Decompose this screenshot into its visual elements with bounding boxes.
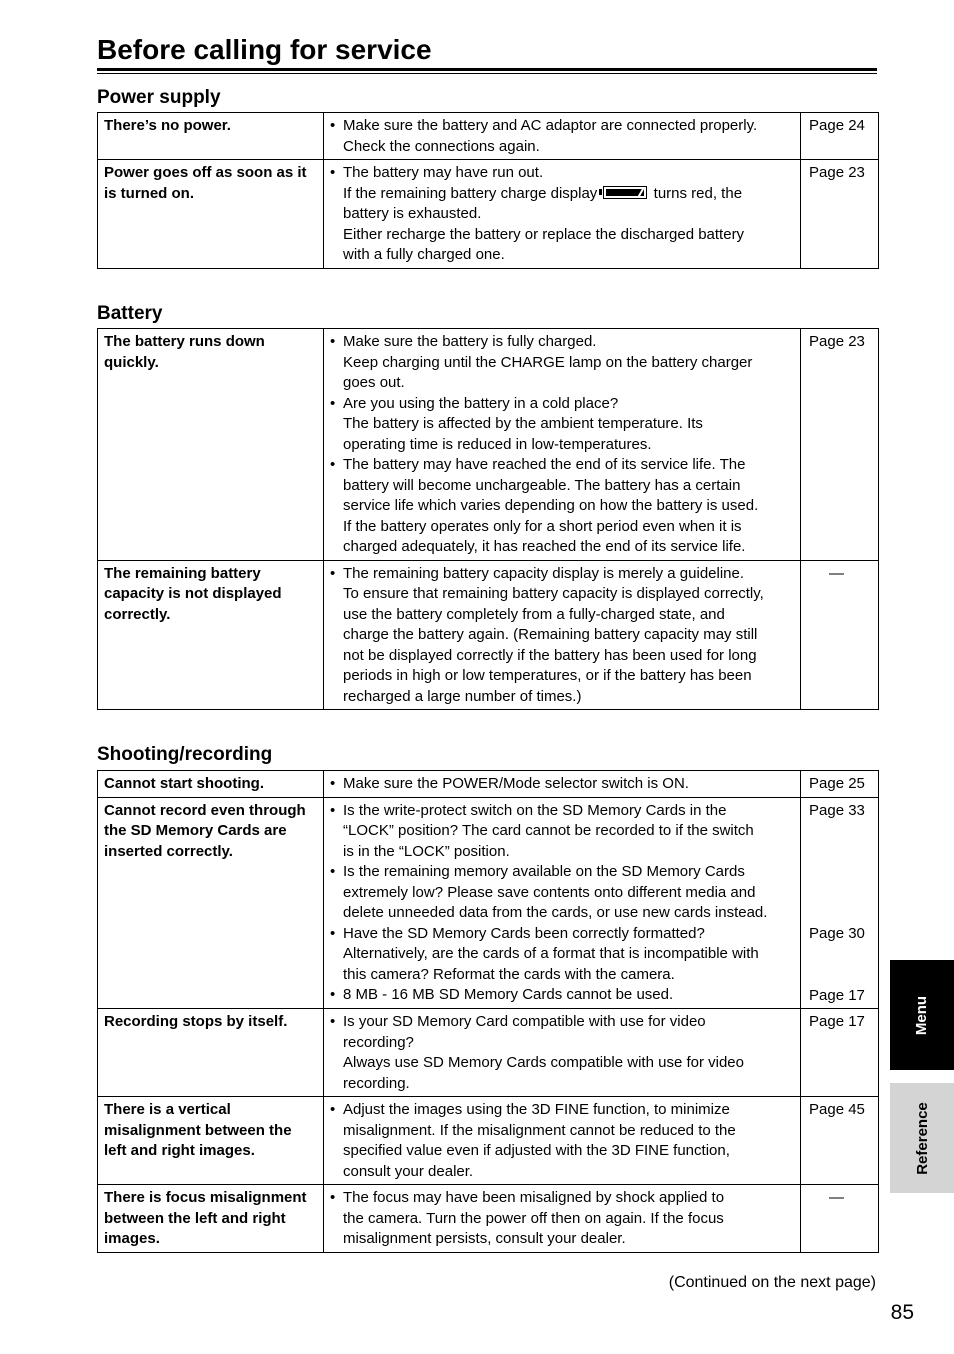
remedy-line: Is your SD Memory Card compatible with use for video — [343, 1013, 706, 1030]
remedy-item — [330, 985, 794, 1006]
shooting-recording-table — [97, 770, 879, 1253]
remedy-line: Make sure the POWER/Mode selector switch is ON. — [343, 775, 689, 792]
page-reference: Page 25 — [809, 775, 865, 792]
bullet-mark: • — [330, 117, 336, 134]
remedy-line: goes out. — [343, 374, 405, 391]
remedy-item — [330, 774, 794, 795]
table-row — [98, 1185, 879, 1253]
remedy-text: turns red, the — [653, 184, 743, 202]
remedy-cell — [324, 160, 801, 269]
remedy-line: The battery is affected by the ambient temperature. Its — [343, 415, 703, 432]
remedy-line: recharged a large number of times.) — [343, 687, 582, 705]
side-tab-reference-label: Reference — [913, 1101, 931, 1175]
remedy-item — [330, 1188, 794, 1250]
remedy-line: The battery may have reached the end of its service life. The — [343, 456, 746, 473]
remedy-line: this camera? Reformat the cards with the camera. — [343, 965, 675, 983]
page-reference: Page 23 — [809, 164, 865, 181]
symptom-cell: The battery runs down quickly. — [98, 329, 324, 561]
remedy-line: The remaining battery capacity display is merely a guideline. — [343, 564, 745, 582]
remedy-item — [330, 1100, 794, 1182]
page-reference: Page 33 — [809, 802, 865, 819]
bullet-mark: • — [330, 456, 336, 473]
page-ref-cell — [801, 1097, 879, 1185]
page-ref-cell — [801, 1185, 879, 1253]
page-reference: — — [829, 564, 844, 582]
table-row — [98, 1097, 879, 1185]
remedy-line: Is the write-protect switch on the SD Memory Cards in the — [343, 801, 727, 819]
title-rule — [97, 68, 877, 71]
page-reference: Page 23 — [809, 333, 865, 350]
page-reference: Page 24 — [809, 117, 865, 134]
symptom-cell: There’s no power. — [98, 113, 324, 160]
remedy-line: Are you using the battery in a cold place? — [343, 394, 619, 412]
table-row — [98, 560, 879, 710]
bullet-mark: • — [330, 801, 336, 819]
remedy-line: Always use SD Memory Cards compatible with use for video — [343, 1054, 744, 1071]
remedy-cell — [324, 1009, 801, 1097]
remedy-cell — [324, 329, 801, 561]
remedy-line: To ensure that remaining battery capacity is displayed correctly, — [343, 585, 764, 602]
bullet-mark: • — [330, 564, 336, 582]
remedy-line: Make sure the battery and AC adaptor are connected properly. — [343, 117, 758, 134]
bullet-mark: • — [330, 1013, 336, 1030]
bullet-mark: • — [330, 775, 336, 792]
symptom-cell: The remaining battery capacity is not displayed correctly. — [98, 560, 324, 710]
bullet-mark: • — [330, 394, 336, 412]
bullet-mark: • — [330, 1189, 336, 1206]
remedy-line: is in the “LOCK” position. — [343, 842, 510, 860]
remedy-line: delete unneeded data from the cards, or use new cards instead. — [343, 904, 768, 921]
page-ref-cell — [801, 1009, 879, 1097]
remedy-line: The battery may have run out. — [343, 164, 544, 181]
remedy-line: Alternatively, are the cards of a format that is incompatible with — [343, 945, 759, 962]
side-tab-reference[interactable] — [890, 1083, 954, 1193]
remedy-line: extremely low? Please save contents onto different media and — [343, 883, 756, 901]
remedy-line: Either recharge the battery or replace the discharged battery — [343, 225, 745, 243]
remedy-line: If the battery operates only for a short period even when it is — [343, 517, 742, 535]
remedy-item — [330, 924, 794, 986]
bullet-mark: • — [330, 986, 336, 1003]
remedy-line: Keep charging until the CHARGE lamp on the battery charger — [343, 353, 753, 371]
power-supply-table — [97, 112, 879, 269]
remedy-line: operating time is reduced in low-temperatures. — [343, 435, 652, 453]
battery-table — [97, 328, 879, 710]
remedy-cell — [324, 1185, 801, 1253]
remedy-item — [330, 1012, 794, 1094]
remedy-text: If the remaining battery charge display — [343, 184, 598, 202]
remedy-item — [330, 163, 794, 266]
section-heading-battery: Battery — [97, 303, 163, 324]
remedy-line: “LOCK” position? The card cannot be recorded to if the switch — [343, 822, 754, 839]
side-tab-menu-label: Menu — [913, 995, 931, 1035]
section-heading-power-supply: Power supply — [97, 87, 221, 108]
remedy-line: battery is exhausted. — [343, 205, 482, 222]
page-reference: Page 17 — [809, 986, 865, 1004]
page-title: Before calling for service — [97, 34, 432, 65]
bullet-mark: • — [330, 164, 336, 181]
remedy-line: misalignment persists, consult your dealer. — [343, 1230, 626, 1247]
remedy-line: 8 MB - 16 MB SD Memory Cards cannot be used. — [343, 986, 674, 1003]
remedy-line: recording? — [343, 1033, 414, 1051]
remedy-item — [330, 116, 794, 157]
page-ref-cell — [801, 113, 879, 160]
remedy-line: Have the SD Memory Cards been correctly formatted? — [343, 924, 705, 942]
bullet-mark: • — [330, 333, 336, 350]
remedy-line: recording. — [343, 1074, 410, 1092]
battery-low-icon — [603, 186, 647, 199]
bullet-mark: • — [330, 863, 336, 880]
page-ref-cell — [801, 771, 879, 798]
page-ref-cell — [801, 560, 879, 710]
bullet-mark: • — [330, 924, 336, 942]
remedy-line: charged adequately, it has reached the end of its service life. — [343, 538, 746, 555]
symptom-cell: There is a vertical misalignment between the left and right images. — [98, 1097, 324, 1185]
remedy-item — [330, 564, 794, 708]
symptom-cell: Cannot record even through the SD Memory Cards are inserted correctly. — [98, 797, 324, 1009]
page-reference: Page 17 — [809, 1013, 865, 1030]
remedy-line: consult your dealer. — [343, 1162, 474, 1180]
continued-note: (Continued on the next page) — [668, 1274, 876, 1291]
page-reference: — — [829, 1189, 844, 1206]
symptom-cell: Recording stops by itself. — [98, 1009, 324, 1097]
table-row — [98, 771, 879, 798]
remedy-item — [330, 862, 794, 924]
table-row — [98, 329, 879, 561]
page-ref-cell — [801, 329, 879, 561]
symptom-cell: Cannot start shooting. — [98, 771, 324, 798]
remedy-item — [330, 801, 794, 863]
section-heading-shooting-recording: Shooting/recording — [97, 744, 273, 765]
remedy-line: not be displayed correctly if the battery has been used for long — [343, 646, 757, 664]
remedy-item — [330, 332, 794, 394]
remedy-cell — [324, 797, 801, 1009]
remedy-line: Is the remaining memory available on the SD Memory Cards — [343, 863, 745, 880]
remedy-line: battery will become unchargeable. The battery has a certain — [343, 476, 741, 494]
symptom-cell: There is focus misalignment between the left and right images. — [98, 1185, 324, 1253]
remedy-line: periods in high or low temperatures, or if the battery has been — [343, 667, 752, 684]
table-row — [98, 160, 879, 269]
title-rule-thin — [97, 73, 877, 74]
remedy-item — [330, 394, 794, 456]
remedy-line: charge the battery again. (Remaining battery capacity may still — [343, 626, 758, 643]
table-row — [98, 1009, 879, 1097]
bullet-mark: • — [330, 1101, 336, 1118]
remedy-line: misalignment. If the misalignment cannot be reduced to the — [343, 1121, 736, 1139]
remedy-line — [343, 184, 794, 205]
remedy-cell — [324, 113, 801, 160]
remedy-line: use the battery completely from a fully-charged state, and — [343, 605, 725, 623]
page-reference: Page 30 — [809, 925, 865, 942]
remedy-line: The focus may have been misaligned by shock applied to — [343, 1189, 725, 1206]
remedy-cell — [324, 1097, 801, 1185]
side-tab-menu[interactable] — [890, 960, 954, 1070]
remedy-cell — [324, 560, 801, 710]
symptom-cell: Power goes off as soon as it is turned on. — [98, 160, 324, 269]
remedy-line: the camera. Turn the power off then on again. If the focus — [343, 1209, 724, 1227]
page-reference: Page 45 — [809, 1101, 865, 1118]
remedy-item — [330, 455, 794, 558]
remedy-line: Check the connections again. — [343, 137, 540, 155]
remedy-line: with a fully charged one. — [343, 246, 505, 263]
page-ref-cell — [801, 160, 879, 269]
remedy-line: Adjust the images using the 3D FINE function, to minimize — [343, 1101, 730, 1118]
table-row — [98, 797, 879, 1009]
remedy-line: specified value even if adjusted with the 3D FINE function, — [343, 1142, 730, 1159]
remedy-line: Make sure the battery is fully charged. — [343, 333, 597, 350]
remedy-cell — [324, 771, 801, 798]
page-ref-cell — [801, 797, 879, 1009]
table-row — [98, 113, 879, 160]
remedy-line: service life which varies depending on how the battery is used. — [343, 497, 759, 514]
page-number: 85 — [890, 1301, 914, 1324]
